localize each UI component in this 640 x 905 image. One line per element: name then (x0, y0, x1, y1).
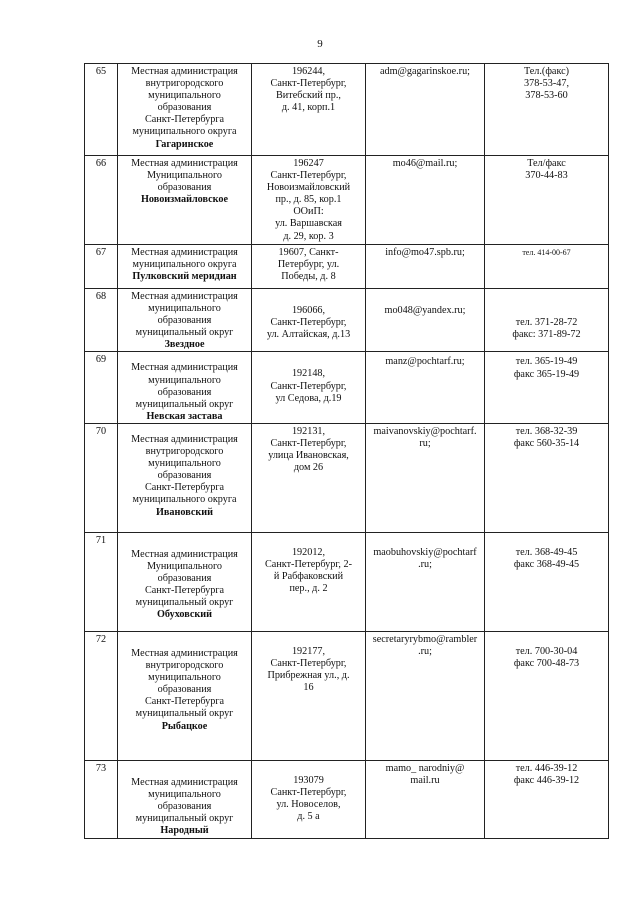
address-line: Новоизмайловский (266, 182, 351, 194)
phone-line: Тел.(факс) (523, 66, 570, 77)
address-line: 196247 (293, 158, 324, 169)
email-cell (366, 245, 485, 289)
table-row (85, 156, 609, 245)
row-number-cell (85, 631, 118, 760)
phone-line: 378-53-60 (525, 90, 568, 102)
address-line: пер., д. 2 (289, 583, 328, 595)
administration-name-line: образования (157, 386, 212, 398)
administration-name-line: внутригородского (145, 446, 224, 458)
administration-name-line: Санкт-Петербурга (144, 482, 225, 494)
address-cell (252, 423, 366, 532)
address-line: 192148, (291, 368, 326, 380)
administration-name-line: муниципальный округ (135, 813, 234, 825)
administration-name-line: Местная администрация (131, 291, 238, 302)
email-cell (366, 423, 485, 532)
email-line: mo46@mail.ru; (392, 158, 458, 169)
email-line: manz@pochtarf.ru; (385, 356, 465, 368)
email-line: mail.ru (410, 775, 440, 787)
row-number: 69 (95, 354, 107, 366)
administration-name-line: Санкт-Петербурга (144, 114, 225, 126)
address-line: ул. Варшавская (275, 218, 342, 230)
phone-cell (485, 423, 609, 532)
administration-name-line: образования (157, 470, 212, 482)
address-line: дом 26 (293, 462, 324, 474)
phone-line: факс 700-48-73 (513, 658, 580, 670)
row-number-cell (85, 245, 118, 289)
administration-name-cell (118, 423, 252, 532)
address-line: 192177, (291, 645, 326, 657)
page-number: 9 (317, 38, 323, 50)
row-number: 66 (95, 158, 107, 169)
administration-name-line: внутригородского (145, 660, 224, 672)
address-line: д. 5 а (297, 811, 320, 823)
address-line: д. 29, кор. 3 (283, 230, 334, 242)
address-line: 196244, (291, 66, 326, 77)
administration-name-line: муниципальный округ (135, 327, 234, 339)
email-cell (366, 289, 485, 352)
email-line: ru; (419, 438, 431, 450)
table-row (85, 289, 609, 352)
address-line: пр., д. 85, кор.1 (275, 194, 342, 206)
row-number-cell (85, 532, 118, 631)
phone-cell (485, 532, 609, 631)
email-cell (366, 760, 485, 838)
phone-cell (485, 352, 609, 423)
address-line: 193079 (293, 774, 324, 786)
administration-name-cell (118, 532, 252, 631)
administration-name-line: муниципального (148, 789, 221, 801)
phone-cell (485, 64, 609, 156)
administration-name-line: образования (157, 182, 212, 194)
address-line: ул. Новоселов, (276, 799, 341, 811)
table-row (85, 760, 609, 838)
administrations-table (84, 63, 609, 839)
administration-name-line: Местная администрация (131, 433, 238, 445)
email-cell (366, 532, 485, 631)
phone-line: тел. 368-49-45 (515, 546, 578, 558)
email-line: .ru; (418, 646, 432, 658)
administration-name-line: Санкт-Петербурга (144, 696, 225, 708)
administration-name-line: образования (157, 684, 212, 696)
row-number: 72 (95, 633, 107, 645)
administration-name-line: муниципальный округ (135, 708, 234, 720)
row-number: 68 (95, 291, 107, 302)
administration-name-cell (118, 245, 252, 289)
email-line: maivanovskiy@pochtarf. (373, 425, 477, 437)
phone-line: факс 446-39-12 (513, 775, 580, 787)
table-row (85, 245, 609, 289)
address-line: Петербург, ул. (277, 259, 340, 271)
administration-name-line: Санкт-Петербурга (144, 585, 225, 597)
phone-line: факс 560-35-14 (513, 438, 580, 450)
address-line: 196066, (291, 305, 326, 316)
administration-name-line: муниципального (148, 303, 221, 315)
phone-line: факс: 371-89-72 (512, 329, 581, 341)
address-cell (252, 760, 366, 838)
address-cell (252, 631, 366, 760)
row-number-cell (85, 156, 118, 245)
administration-name-line: образования (157, 102, 212, 114)
district-name: Звездное (164, 339, 205, 351)
address-line: 192131, (291, 425, 326, 437)
phone-line: тел. 368-32-39 (515, 425, 578, 437)
district-name: Пулковский меридиан (132, 271, 237, 283)
phone-line: факс 368-49-45 (513, 559, 580, 571)
district-name: Рыбацкое (161, 720, 208, 732)
phone-line: факс 365-19-49 (513, 368, 580, 380)
address-line: д. 41, корп.1 (281, 102, 336, 114)
address-line: Витебский пр., (276, 90, 341, 102)
administration-name-cell (118, 64, 252, 156)
address-line: Санкт-Петербург, (270, 380, 347, 392)
phone-cell (485, 245, 609, 289)
row-number: 70 (95, 425, 107, 437)
email-cell (366, 64, 485, 156)
address-line: Прибрежная ул., д. (267, 670, 350, 682)
address-line: улица Ивановская, (268, 450, 349, 462)
address-line: ул Седова, д.19 (275, 392, 342, 404)
phone-line: тел. 446-39-12 (515, 762, 578, 774)
phone-line: тел. 700-30-04 (515, 645, 578, 657)
administration-name-line: муниципального округа (132, 126, 237, 138)
address-line: 192012, (291, 546, 326, 558)
address-line: 19607, Санкт- (278, 247, 339, 258)
phone-line: 370-44-83 (525, 170, 568, 182)
phone-cell (485, 156, 609, 245)
phone-line: Тел/факс (527, 158, 566, 169)
administration-name-line: муниципального (148, 672, 221, 684)
address-line: Санкт-Петербург, (270, 438, 347, 450)
administration-name-line: образования (157, 801, 212, 813)
address-line: Победы, д. 8 (281, 271, 336, 283)
row-number-cell (85, 64, 118, 156)
administration-name-line: Местная администрация (131, 647, 238, 659)
administration-name-line: образования (157, 573, 212, 585)
administration-name-line: образования (157, 315, 212, 327)
row-number: 65 (95, 66, 107, 77)
phone-cell (485, 289, 609, 352)
administration-name-line: Муниципального (146, 561, 223, 573)
phone-line: тел. 414-00-67 (522, 248, 571, 257)
district-name: Невская застава (146, 410, 223, 422)
administration-name-line: Местная администрация (131, 247, 238, 258)
administration-name-cell (118, 631, 252, 760)
row-number: 73 (95, 762, 107, 774)
row-number-cell (85, 289, 118, 352)
address-line: ул. Алтайская, д.13 (266, 329, 351, 341)
row-number-cell (85, 352, 118, 423)
table-row (85, 64, 609, 156)
district-name: Новоизмайловское (141, 194, 228, 206)
administration-name-line: муниципального (148, 90, 221, 102)
email-line: mo048@yandex.ru; (384, 305, 466, 316)
administration-name-line: муниципального округа (132, 494, 237, 506)
row-number-cell (85, 423, 118, 532)
administration-name-cell (118, 156, 252, 245)
district-name: Гагаринское (155, 138, 214, 150)
email-line: secretaryrybmo@rambler (372, 633, 478, 645)
district-name: Ивановский (156, 506, 213, 518)
address-line: Санкт-Петербург, (270, 170, 347, 182)
table-row (85, 423, 609, 532)
phone-cell (485, 760, 609, 838)
address-cell (252, 352, 366, 423)
email-line: .ru; (418, 559, 432, 571)
administration-name-line: Муниципального (146, 170, 223, 182)
table-row (85, 631, 609, 760)
address-line: 16 (303, 682, 314, 694)
table-row (85, 532, 609, 631)
row-number-cell (85, 760, 118, 838)
address-line: й Рабфаковский (273, 571, 344, 583)
administration-name-line: Местная администрация (131, 548, 238, 560)
address-cell (252, 532, 366, 631)
administration-name-cell (118, 289, 252, 352)
phone-line: тел. 365-19-49 (515, 356, 578, 368)
administration-name-line: муниципального (148, 458, 221, 470)
administration-name-cell (118, 352, 252, 423)
email-line: maobuhovskiy@pochtarf (373, 546, 477, 558)
administration-name-line: внутригородского (145, 78, 224, 90)
phone-line: тел. 371-28-72 (515, 317, 578, 328)
address-line: Санкт-Петербург, (270, 317, 347, 329)
administration-name-line: муниципальный округ (135, 398, 234, 410)
district-name: Народный (160, 825, 209, 837)
administration-name-line: Местная администрация (131, 776, 238, 788)
administration-name-cell (118, 760, 252, 838)
administration-name-line: муниципальный округ (135, 597, 234, 609)
email-cell (366, 352, 485, 423)
email-line: mamo_ narodniy@ (385, 762, 465, 774)
address-line: ООиП: (293, 206, 324, 218)
row-number: 67 (95, 247, 107, 258)
email-cell (366, 156, 485, 245)
address-cell (252, 64, 366, 156)
administration-name-line: муниципального округа (132, 259, 237, 271)
address-line: Санкт-Петербург, (270, 787, 347, 799)
email-line: info@mo47.spb.ru; (385, 247, 465, 258)
phone-cell (485, 631, 609, 760)
address-cell (252, 289, 366, 352)
address-line: Санкт-Петербург, (270, 78, 347, 90)
administration-name-line: муниципального (148, 374, 221, 386)
district-name: Обуховский (156, 609, 213, 621)
address-cell (252, 245, 366, 289)
administration-name-line: Местная администрация (131, 158, 238, 169)
administration-name-line: Местная администрация (131, 66, 238, 77)
administration-name-line: Местная администрация (131, 362, 238, 374)
address-line: Санкт-Петербург, 2- (265, 559, 352, 571)
email-line: adm@gagarinskoe.ru; (379, 66, 470, 77)
phone-line: 378-53-47, (524, 78, 569, 90)
address-cell (252, 156, 366, 245)
row-number: 71 (95, 534, 107, 546)
email-cell (366, 631, 485, 760)
table-row (85, 352, 609, 423)
address-line: Санкт-Петербург, (270, 658, 347, 670)
